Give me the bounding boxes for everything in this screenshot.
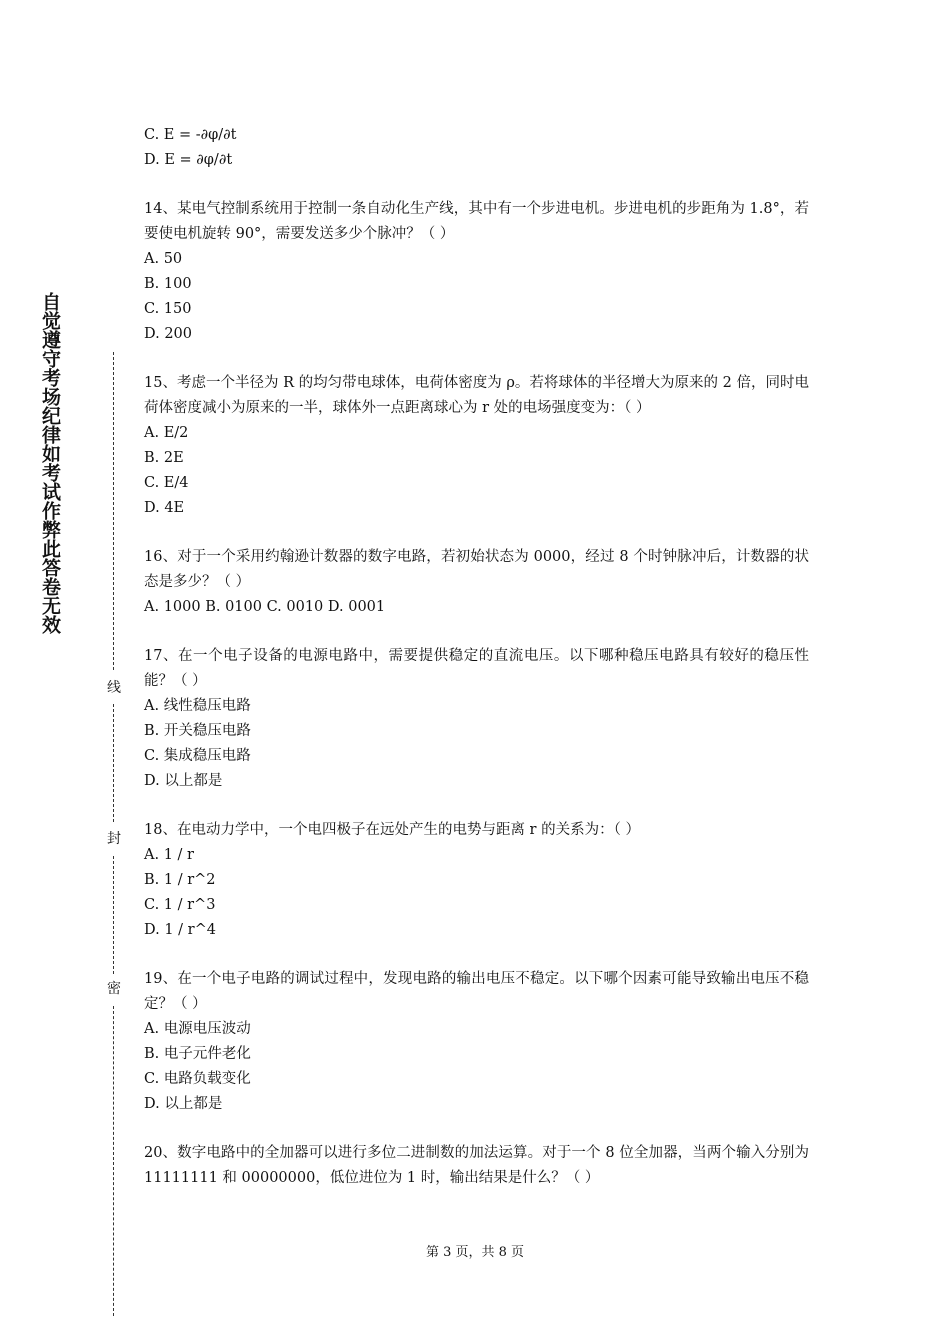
question-stem: 19、在一个电子电路的调试过程中，发现电路的输出电压不稳定。以下哪个因素可能导致输出电压不稳定？（ ） <box>144 971 809 1012</box>
option: A. 电源电压波动 <box>144 1021 251 1037</box>
binding-dashed-line <box>113 704 114 822</box>
option: D. 以上都是 <box>144 1096 223 1112</box>
binding-dashed-line <box>113 1006 114 1316</box>
question-14 <box>144 197 809 347</box>
page-number: 第 3 页，共 8 页 <box>425 1245 525 1260</box>
question-stem: 17、在一个电子设备的电源电路中，需要提供稳定的直流电压。以下哪种稳压电路具有较好的稳压性能？（ ） <box>144 648 809 689</box>
option: D. 200 <box>144 326 193 342</box>
binding-dashed-line <box>113 856 114 974</box>
carryover-options <box>144 123 809 173</box>
question-stem: 18、在电动力学中，一个电四极子在远处产生的电势与距离 r 的关系为：（ ） <box>144 822 640 838</box>
option: A. 1 / r <box>144 847 194 863</box>
option: B. 1 / r^2 <box>144 872 216 888</box>
question-stem: 15、考虑一个半径为 R 的均匀带电球体，电荷体密度为 ρ。若将球体的半径增大为原来的 2 倍，同时电荷体密度减小为原来的一半，球体外一点距离球心为 r 处的电场强度变为：（ ） <box>144 375 809 416</box>
option: D. E = ∂φ/∂t <box>144 152 233 168</box>
option: D. 4E <box>144 500 185 516</box>
question-stem: 20、数字电路中的全加器可以进行多位二进制数的加法运算。对于一个 8 位全加器，当两个输入分别为 11111111 和 00000000，低位进位为 1 时，输出结果是什么？（ ） <box>144 1145 809 1186</box>
option: C. 集成稳压电路 <box>144 748 251 764</box>
question-stem: 14、某电气控制系统用于控制一条自动化生产线，其中有一个步进电机。步进电机的步距角为 1.8°，若要使电机旋转 90°，需要发送多少个脉冲？（ ） <box>144 201 809 242</box>
inline-options: A. 1000 B. 0100 C. 0010 D. 0001 <box>144 599 386 615</box>
seal-char-dense: 密 <box>107 981 121 997</box>
option: D. 1 / r^4 <box>144 922 216 938</box>
exam-discipline-warning: 自觉遵守考场纪律如考试作弊此答卷无效 <box>39 292 61 634</box>
option: C. 电路负载变化 <box>144 1071 251 1087</box>
seal-char-line: 线 <box>107 680 121 696</box>
option: B. 2E <box>144 450 184 466</box>
option: A. E/2 <box>144 425 189 441</box>
option: C. E = -∂φ/∂t <box>144 127 237 143</box>
seal-char-seal: 封 <box>107 831 121 847</box>
option: D. 以上都是 <box>144 773 223 789</box>
exam-content <box>144 123 809 1191</box>
option: B. 开关稳压电路 <box>144 723 251 739</box>
binding-dashed-line <box>113 352 114 670</box>
question-19 <box>144 967 809 1117</box>
option: B. 100 <box>144 276 192 292</box>
question-18 <box>144 818 809 943</box>
question-stem: 16、对于一个采用约翰逊计数器的数字电路，若初始状态为 0000，经过 8 个时钟脉冲后，计数器的状态是多少？（ ） <box>144 549 809 590</box>
option: A. 线性稳压电路 <box>144 698 251 714</box>
question-20 <box>144 1141 809 1191</box>
question-17 <box>144 644 809 794</box>
option: C. E/4 <box>144 475 189 491</box>
question-15 <box>144 371 809 521</box>
option: B. 电子元件老化 <box>144 1046 251 1062</box>
option: A. 50 <box>144 251 183 267</box>
option: C. 1 / r^3 <box>144 897 216 913</box>
option: C. 150 <box>144 301 192 317</box>
question-16 <box>144 545 809 620</box>
